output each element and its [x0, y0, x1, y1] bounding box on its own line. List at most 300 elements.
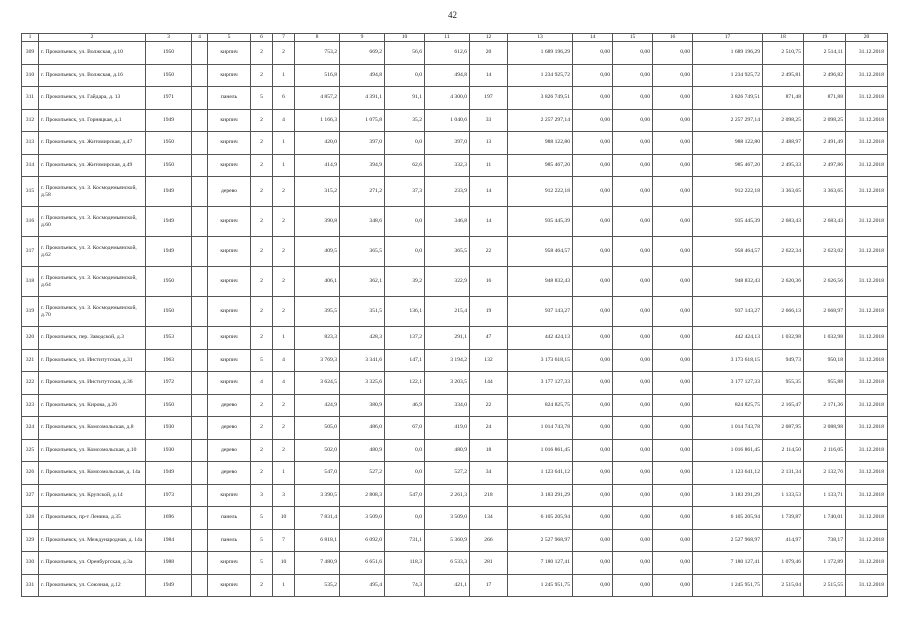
- cell-nonresidential-area: 74,3: [385, 574, 425, 597]
- cell-residential-area: 334,0: [425, 394, 470, 417]
- cell-floors: 2: [251, 267, 273, 297]
- column-number-header: 15: [613, 34, 653, 42]
- cell-cost-col-16: 0,00: [653, 177, 693, 207]
- cell-cost-col-14: 0,00: [573, 372, 613, 395]
- cell-cost-per-m2-limit: 2 088,98: [804, 417, 846, 440]
- cell-floors: 2: [251, 297, 273, 327]
- cell-wall-material: дерево: [208, 417, 251, 440]
- cell-year-built: 1949: [146, 462, 192, 485]
- cell-cost-col-16: 0,00: [653, 394, 693, 417]
- cell-total-cost: 824 825,75: [508, 394, 573, 417]
- table-body: [22, 42, 888, 597]
- cell-cost-col-14: 0,00: [573, 237, 613, 267]
- cell-cost-col-15: 0,00: [613, 267, 653, 297]
- cell-nonresidential-area: 147,1: [385, 349, 425, 372]
- column-number-header: 20: [846, 34, 888, 42]
- cell-row-number: 311: [22, 87, 39, 110]
- cell-floors: 2: [251, 64, 273, 87]
- cell-cost-col-15: 0,00: [613, 297, 653, 327]
- cell-residents: 197: [470, 87, 508, 110]
- cell-entrances: 4: [273, 109, 295, 132]
- cell-living-area: 6 651,6: [340, 552, 385, 575]
- cell-cost-per-m2-limit: 2 496,82: [804, 64, 846, 87]
- cell-total-cost: 2 527 968,97: [508, 529, 573, 552]
- cell-residential-area: 365,5: [425, 237, 470, 267]
- cell-cost-per-m2-limit: 871,88: [804, 87, 846, 110]
- table-row: [22, 297, 888, 327]
- cell-nonresidential-area: 137,2: [385, 327, 425, 350]
- cell-cost-col-14: 0,00: [573, 177, 613, 207]
- cell-total-area: 7 831,4: [295, 507, 340, 530]
- cell-year-built: 1950: [146, 267, 192, 297]
- column-number-header: 13: [508, 34, 573, 42]
- cell-cost-col-15: 0,00: [613, 132, 653, 155]
- cell-residents: 218: [470, 484, 508, 507]
- cell-cost-per-m2: 871,48: [763, 87, 804, 110]
- cell-residential-area: 291,1: [425, 327, 470, 350]
- cell-total-cost: 1 234 925,72: [508, 64, 573, 87]
- cell-cost-col-15: 0,00: [613, 507, 653, 530]
- cell-col-4: [192, 154, 208, 177]
- column-number-header: 14: [573, 34, 613, 42]
- column-number-header: 18: [763, 34, 804, 42]
- column-number-header: 10: [385, 34, 425, 42]
- cell-completion-date: 31.12.2018: [846, 327, 888, 350]
- cell-cost-per-m2-limit: 2 491,49: [804, 132, 846, 155]
- cell-row-number: 315: [22, 177, 39, 207]
- cell-residential-area: 233,9: [425, 177, 470, 207]
- cell-year-built: 1950: [146, 42, 192, 65]
- cell-wall-material: дерево: [208, 439, 251, 462]
- cell-cost-col-14: 0,00: [573, 327, 613, 350]
- cell-year-built: 1950: [146, 64, 192, 87]
- cell-address: г. Прокопьевск, ул. Институтская, д.36: [39, 372, 146, 395]
- cell-col-4: [192, 177, 208, 207]
- cell-row-number: 309: [22, 42, 39, 65]
- cell-row-number: 320: [22, 327, 39, 350]
- cell-wall-material: панель: [208, 87, 251, 110]
- table-row: [22, 327, 888, 350]
- cell-entrances: 2: [273, 439, 295, 462]
- cell-cost-col-16: 0,00: [653, 297, 693, 327]
- cell-entrances: 10: [273, 552, 295, 575]
- cell-address: г. Прокопьевск, ул. Волжская, д.10: [39, 42, 146, 65]
- column-number-header: 4: [192, 34, 208, 42]
- cell-wall-material: дерево: [208, 394, 251, 417]
- cell-cost-col-16: 0,00: [653, 87, 693, 110]
- cell-wall-material: кирпич: [208, 574, 251, 597]
- cell-col-4: [192, 237, 208, 267]
- cell-cost-per-m2-limit: 2 626,56: [804, 267, 846, 297]
- table-row: [22, 177, 888, 207]
- cell-living-area: 495,4: [340, 574, 385, 597]
- cell-residential-area: 480,9: [425, 439, 470, 462]
- cell-cost-per-m2-limit: 1 172,89: [804, 552, 846, 575]
- cell-floors: 2: [251, 177, 273, 207]
- cell-row-number: 331: [22, 574, 39, 597]
- cell-total-area: 3 390,5: [295, 484, 340, 507]
- cell-wall-material: кирпич: [208, 349, 251, 372]
- cell-residential-area: 612,6: [425, 42, 470, 65]
- cell-residential-area: 494,8: [425, 64, 470, 87]
- cell-col-4: [192, 484, 208, 507]
- cell-residents: 134: [470, 507, 508, 530]
- table-row: [22, 552, 888, 575]
- cell-row-number: 313: [22, 132, 39, 155]
- cell-entrances: 4: [273, 372, 295, 395]
- cell-residential-area: 5 360,9: [425, 529, 470, 552]
- cell-entrances: 2: [273, 237, 295, 267]
- table-row: [22, 507, 888, 530]
- cell-fund-cost: 1 014 743,78: [693, 417, 763, 440]
- cell-address: г. Прокопьевск, ул. З. Космодемьянской, д.58: [39, 177, 146, 207]
- cell-cost-per-m2: 2 515,04: [763, 574, 804, 597]
- cell-cost-per-m2-limit: 1 133,71: [804, 484, 846, 507]
- cell-cost-per-m2: 2 495,81: [763, 64, 804, 87]
- cell-completion-date: 31.12.2018: [846, 177, 888, 207]
- cell-cost-col-16: 0,00: [653, 484, 693, 507]
- cell-year-built: 1950: [146, 132, 192, 155]
- cell-row-number: 322: [22, 372, 39, 395]
- cell-year-built: 1949: [146, 207, 192, 237]
- cell-cost-col-14: 0,00: [573, 267, 613, 297]
- cell-nonresidential-area: 136,1: [385, 297, 425, 327]
- cell-entrances: 7: [273, 529, 295, 552]
- cell-living-area: 494,8: [340, 64, 385, 87]
- cell-residential-area: 397,0: [425, 132, 470, 155]
- cell-fund-cost: 1 689 196,29: [693, 42, 763, 65]
- cell-nonresidential-area: 0,0: [385, 132, 425, 155]
- cell-cost-per-m2: 1 739,87: [763, 507, 804, 530]
- cell-living-area: 3 509,0: [340, 507, 385, 530]
- cell-total-area: 406,1: [295, 267, 340, 297]
- cell-row-number: 329: [22, 529, 39, 552]
- cell-cost-per-m2: 949,73: [763, 349, 804, 372]
- cell-cost-col-15: 0,00: [613, 574, 653, 597]
- cell-cost-per-m2: 2 495,33: [763, 154, 804, 177]
- cell-cost-per-m2-limit: 2 623,02: [804, 237, 846, 267]
- cell-total-cost: 988 122,80: [508, 132, 573, 155]
- cell-nonresidential-area: 46,9: [385, 394, 425, 417]
- cell-cost-per-m2: 2 114,50: [763, 439, 804, 462]
- cell-cost-per-m2-limit: 2 515,55: [804, 574, 846, 597]
- cell-cost-per-m2-limit: 1 032,98: [804, 327, 846, 350]
- cell-address: г. Прокопьевск, ул. Крупской, д.14: [39, 484, 146, 507]
- cell-cost-per-m2: 2 620,36: [763, 267, 804, 297]
- column-number-header: 16: [653, 34, 693, 42]
- cell-living-area: 351,5: [340, 297, 385, 327]
- cell-entrances: 2: [273, 267, 295, 297]
- cell-entrances: 4: [273, 349, 295, 372]
- cell-cost-col-16: 0,00: [653, 372, 693, 395]
- cell-cost-per-m2-limit: 2 514,11: [804, 42, 846, 65]
- cell-cost-col-14: 0,00: [573, 552, 613, 575]
- cell-fund-cost: 3 183 291,29: [693, 484, 763, 507]
- cell-nonresidential-area: 0,0: [385, 207, 425, 237]
- cell-residential-area: 215,4: [425, 297, 470, 327]
- cell-living-area: 2 808,3: [340, 484, 385, 507]
- cell-floors: 2: [251, 417, 273, 440]
- cell-wall-material: кирпич: [208, 132, 251, 155]
- cell-wall-material: панель: [208, 507, 251, 530]
- cell-residential-area: 527,2: [425, 462, 470, 485]
- cell-cost-per-m2-limit: 955,88: [804, 372, 846, 395]
- cell-fund-cost: 948 832,43: [693, 267, 763, 297]
- cell-completion-date: 31.12.2018: [846, 64, 888, 87]
- cell-nonresidential-area: 35,2: [385, 109, 425, 132]
- cell-floors: 5: [251, 87, 273, 110]
- cell-total-cost: 1 245 951,75: [508, 574, 573, 597]
- cell-cost-col-16: 0,00: [653, 417, 693, 440]
- cell-entrances: 2: [273, 42, 295, 65]
- cell-cost-col-14: 0,00: [573, 207, 613, 237]
- cell-row-number: 319: [22, 297, 39, 327]
- cell-col-4: [192, 529, 208, 552]
- cell-cost-per-m2-limit: 3 363,65: [804, 177, 846, 207]
- cell-row-number: 318: [22, 267, 39, 297]
- cell-row-number: 328: [22, 507, 39, 530]
- cell-fund-cost: 824 825,75: [693, 394, 763, 417]
- cell-cost-col-14: 0,00: [573, 439, 613, 462]
- cell-floors: 2: [251, 154, 273, 177]
- column-number-header: 6: [251, 34, 273, 42]
- cell-residents: 47: [470, 327, 508, 350]
- cell-fund-cost: 1 245 951,75: [693, 574, 763, 597]
- cell-cost-col-16: 0,00: [653, 439, 693, 462]
- cell-residents: 17: [470, 574, 508, 597]
- cell-total-area: 390,8: [295, 207, 340, 237]
- cell-cost-per-m2-limit: 2 497,86: [804, 154, 846, 177]
- cell-nonresidential-area: 62,6: [385, 154, 425, 177]
- cell-col-4: [192, 507, 208, 530]
- cell-cost-col-14: 0,00: [573, 87, 613, 110]
- cell-residential-area: 4 300,0: [425, 87, 470, 110]
- cell-address: г. Прокопьевск, ул. Международная, д. 14а: [39, 529, 146, 552]
- cell-completion-date: 31.12.2018: [846, 372, 888, 395]
- cell-nonresidential-area: 0,0: [385, 507, 425, 530]
- cell-floors: 2: [251, 394, 273, 417]
- cell-col-4: [192, 372, 208, 395]
- table-row: [22, 109, 888, 132]
- cell-residential-area: 2 261,3: [425, 484, 470, 507]
- cell-address: г. Прокопьевск, ул. З. Космодемьянской, д.62: [39, 237, 146, 267]
- cell-cost-col-15: 0,00: [613, 207, 653, 237]
- cell-address: г. Прокопьевск, ул. Институтская, д.31: [39, 349, 146, 372]
- cell-cost-col-14: 0,00: [573, 529, 613, 552]
- cell-cost-col-16: 0,00: [653, 327, 693, 350]
- cell-cost-col-15: 0,00: [613, 552, 653, 575]
- cell-fund-cost: 2 527 968,97: [693, 529, 763, 552]
- cell-living-area: 271,2: [340, 177, 385, 207]
- column-number-header: 1: [22, 34, 39, 42]
- cell-cost-per-m2: 2 098,25: [763, 109, 804, 132]
- cell-floors: 2: [251, 109, 273, 132]
- cell-cost-per-m2-limit: 2 683,43: [804, 207, 846, 237]
- cell-total-area: 502,0: [295, 439, 340, 462]
- cell-entrances: 2: [273, 417, 295, 440]
- cell-cost-col-16: 0,00: [653, 552, 693, 575]
- cell-col-4: [192, 574, 208, 597]
- cell-residential-area: 6 533,3: [425, 552, 470, 575]
- cell-nonresidential-area: 731,1: [385, 529, 425, 552]
- cell-wall-material: кирпич: [208, 267, 251, 297]
- cell-living-area: 348,6: [340, 207, 385, 237]
- cell-fund-cost: 442 424,13: [693, 327, 763, 350]
- cell-fund-cost: 958 464,57: [693, 237, 763, 267]
- cell-cost-col-14: 0,00: [573, 462, 613, 485]
- cell-wall-material: кирпич: [208, 552, 251, 575]
- cell-nonresidential-area: 37,3: [385, 177, 425, 207]
- cell-living-area: 486,0: [340, 417, 385, 440]
- cell-residents: 281: [470, 552, 508, 575]
- cell-fund-cost: 1 234 925,72: [693, 64, 763, 87]
- cell-fund-cost: 3 177 127,33: [693, 372, 763, 395]
- cell-total-area: 6 818,1: [295, 529, 340, 552]
- cell-cost-col-15: 0,00: [613, 394, 653, 417]
- cell-living-area: 669,2: [340, 42, 385, 65]
- cell-cost-col-15: 0,00: [613, 109, 653, 132]
- cell-cost-col-16: 0,00: [653, 42, 693, 65]
- cell-residential-area: 346,8: [425, 207, 470, 237]
- cell-cost-per-m2: 2 087,95: [763, 417, 804, 440]
- cell-living-area: 362,1: [340, 267, 385, 297]
- cell-total-area: 7 480,9: [295, 552, 340, 575]
- cell-residents: 132: [470, 349, 508, 372]
- cell-cost-per-m2: 955,35: [763, 372, 804, 395]
- cell-col-4: [192, 552, 208, 575]
- cell-address: г. Прокопьевск, ул. Житомирская, д.49: [39, 154, 146, 177]
- cell-cost-col-15: 0,00: [613, 42, 653, 65]
- cell-cost-col-16: 0,00: [653, 109, 693, 132]
- cell-cost-col-14: 0,00: [573, 42, 613, 65]
- cell-total-area: 1 166,3: [295, 109, 340, 132]
- cell-cost-col-16: 0,00: [653, 574, 693, 597]
- cell-entrances: 2: [273, 177, 295, 207]
- cell-entrances: 2: [273, 394, 295, 417]
- cell-wall-material: дерево: [208, 177, 251, 207]
- cell-residents: 144: [470, 372, 508, 395]
- cell-nonresidential-area: 118,3: [385, 552, 425, 575]
- cell-cost-per-m2: 1 032,98: [763, 327, 804, 350]
- cell-cost-col-16: 0,00: [653, 529, 693, 552]
- cell-nonresidential-area: 91,1: [385, 87, 425, 110]
- cell-cost-col-16: 0,00: [653, 154, 693, 177]
- cell-total-cost: 937 143,27: [508, 297, 573, 327]
- cell-residents: 14: [470, 207, 508, 237]
- cell-address: г. Прокопьевск, ул. Волжская, д.16: [39, 64, 146, 87]
- cell-living-area: 3 325,6: [340, 372, 385, 395]
- cell-total-cost: 958 464,57: [508, 237, 573, 267]
- cell-cost-col-16: 0,00: [653, 349, 693, 372]
- table-row: [22, 574, 888, 597]
- cell-completion-date: 31.12.2018: [846, 439, 888, 462]
- cell-year-built: 1963: [146, 349, 192, 372]
- cell-address: г. Прокопьевск, пер. Заводской, д.3: [39, 327, 146, 350]
- cell-completion-date: 31.12.2018: [846, 109, 888, 132]
- cell-floors: 2: [251, 327, 273, 350]
- cell-living-area: 6 092,0: [340, 529, 385, 552]
- cell-floors: 2: [251, 42, 273, 65]
- cell-col-4: [192, 394, 208, 417]
- cell-entrances: 1: [273, 327, 295, 350]
- cell-year-built: 1950: [146, 297, 192, 327]
- table-row: [22, 132, 888, 155]
- cell-cost-per-m2: 2 683,43: [763, 207, 804, 237]
- column-number-header: 11: [425, 34, 470, 42]
- cell-cost-col-16: 0,00: [653, 462, 693, 485]
- cell-residential-area: 421,1: [425, 574, 470, 597]
- cell-cost-col-15: 0,00: [613, 177, 653, 207]
- cell-wall-material: кирпич: [208, 297, 251, 327]
- cell-wall-material: кирпич: [208, 327, 251, 350]
- cell-total-cost: 6 105 205,94: [508, 507, 573, 530]
- cell-residents: 13: [470, 132, 508, 155]
- cell-row-number: 316: [22, 207, 39, 237]
- cell-col-4: [192, 417, 208, 440]
- cell-cost-per-m2: 2 510,75: [763, 42, 804, 65]
- cell-address: г. Прокопьевск, ул. Комсомольская, д.10: [39, 439, 146, 462]
- cell-residents: 14: [470, 64, 508, 87]
- cell-address: г. Прокопьевск, ул. З. Космодемьянской, д.64: [39, 267, 146, 297]
- cell-cost-col-15: 0,00: [613, 484, 653, 507]
- cell-total-area: 3 769,3: [295, 349, 340, 372]
- cell-year-built: 1971: [146, 87, 192, 110]
- cell-completion-date: 31.12.2018: [846, 87, 888, 110]
- cell-address: г. Прокопьевск, ул. З. Космодемьянской, д.60: [39, 207, 146, 237]
- cell-total-area: 409,5: [295, 237, 340, 267]
- cell-living-area: 365,5: [340, 237, 385, 267]
- cell-living-area: 428,3: [340, 327, 385, 350]
- cell-cost-col-16: 0,00: [653, 64, 693, 87]
- cell-floors: 2: [251, 439, 273, 462]
- cell-floors: 2: [251, 237, 273, 267]
- cell-completion-date: 31.12.2018: [846, 462, 888, 485]
- cell-wall-material: кирпич: [208, 109, 251, 132]
- cell-fund-cost: 937 143,27: [693, 297, 763, 327]
- cell-cost-per-m2: 2 622,34: [763, 237, 804, 267]
- cell-fund-cost: 985 467,20: [693, 154, 763, 177]
- cell-completion-date: 31.12.2018: [846, 484, 888, 507]
- cell-nonresidential-area: 0,0: [385, 462, 425, 485]
- cell-cost-col-16: 0,00: [653, 132, 693, 155]
- cell-total-cost: 7 180 127,41: [508, 552, 573, 575]
- cell-entrances: 1: [273, 132, 295, 155]
- column-number-header: 3: [146, 34, 192, 42]
- cell-year-built: 1988: [146, 552, 192, 575]
- cell-cost-col-14: 0,00: [573, 297, 613, 327]
- cell-residents: 22: [470, 394, 508, 417]
- table-row: [22, 237, 888, 267]
- cell-cost-col-14: 0,00: [573, 132, 613, 155]
- cell-col-4: [192, 87, 208, 110]
- cell-floors: 2: [251, 207, 273, 237]
- header-row: [22, 34, 888, 42]
- cell-completion-date: 31.12.2018: [846, 207, 888, 237]
- cell-cost-col-16: 0,00: [653, 267, 693, 297]
- cell-cost-col-15: 0,00: [613, 417, 653, 440]
- cell-cost-col-14: 0,00: [573, 64, 613, 87]
- table-row: [22, 462, 888, 485]
- cell-fund-cost: 3 173 618,15: [693, 349, 763, 372]
- cell-total-cost: 935 445,39: [508, 207, 573, 237]
- cell-cost-col-15: 0,00: [613, 154, 653, 177]
- cell-floors: 3: [251, 484, 273, 507]
- cell-total-cost: 3 826 749,51: [508, 87, 573, 110]
- cell-completion-date: 31.12.2018: [846, 552, 888, 575]
- table-row: [22, 529, 888, 552]
- cell-address: г. Прокопьевск, пр-т Ленина, д.35: [39, 507, 146, 530]
- cell-cost-per-m2: 1 133,53: [763, 484, 804, 507]
